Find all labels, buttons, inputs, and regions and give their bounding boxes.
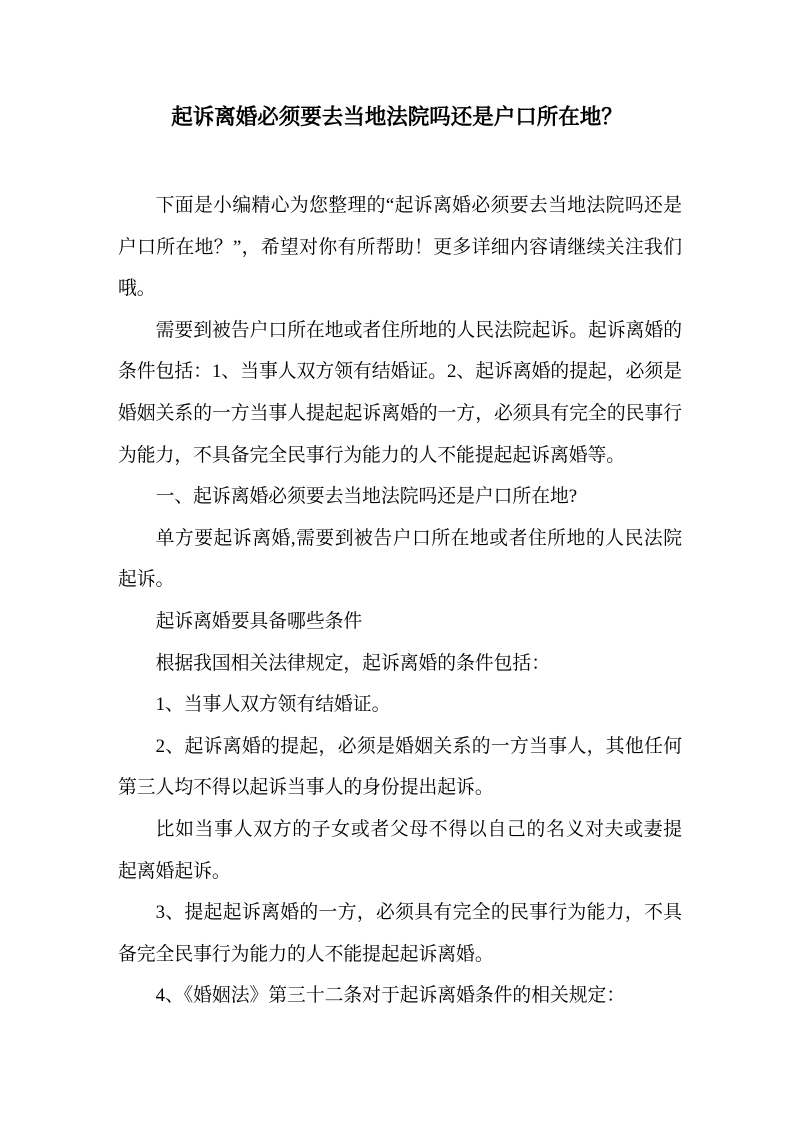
text-line: 根据我国相关法律规定，起诉离婚的条件包括： [155,652,550,674]
text-line: 单方要起诉离婚,需要到被告户口所在地或者住所地的人民法院 [155,527,682,549]
text-line: 哦。 [118,278,156,300]
text-line: 2、起诉离婚的提起，必须是婚姻关系的一方当事人，其他任何 [155,735,682,757]
paragraph [118,643,682,685]
text-line: 户口所在地？”，希望对你有所帮助！更多详细内容请继续关注我们 [118,236,682,258]
text-line: 起离婚起诉。 [118,860,231,882]
paragraph [118,892,682,975]
paragraph [118,310,682,476]
text-line: 备完全民事行为能力的人不能提起起诉离婚。 [118,943,494,965]
paragraph [118,185,682,310]
text-line: 1、当事人双方领有结婚证。 [155,694,391,716]
paragraph [118,476,682,518]
document-body [118,185,682,1017]
text-line: 条件包括：1、当事人双方领有结婚证。2、起诉离婚的提起，必须是 [118,361,682,383]
paragraph [118,518,682,601]
paragraph [118,975,682,1017]
paragraph [118,726,682,809]
text-line: 第三人均不得以起诉当事人的身份提出起诉。 [118,777,494,799]
text-line: 需要到被告户口所在地或者住所地的人民法院起诉。起诉离婚的 [155,319,682,341]
text-line: 起诉离婚要具备哪些条件 [155,610,363,632]
text-line: 下面是小编精心为您整理的“起诉离婚必须要去当地法院吗还是 [155,195,682,216]
text-line: 为能力，不具备完全民事行为能力的人不能提起起诉离婚等。 [118,444,626,466]
text-line: 一、起诉离婚必须要去当地法院吗还是户口所在地? [155,486,578,508]
paragraph [118,684,682,726]
text-line: 婚姻关系的一方当事人提起起诉离婚的一方，必须具有完全的民事行 [118,402,682,424]
paragraph [118,809,682,892]
text-line: 起诉。 [118,569,175,591]
text-line: 比如当事人双方的子女或者父母不得以自己的名义对夫或妻提 [155,818,682,840]
text-line: 4、《婚姻法》第三十二条对于起诉离婚条件的相关规定： [155,985,626,1007]
document-title: 起诉离婚必须要去当地法院吗还是户口所在地？ [171,105,623,129]
text-line: 3、提起起诉离婚的一方，必须具有完全的民事行为能力，不具 [155,902,682,924]
paragraph [118,601,682,643]
